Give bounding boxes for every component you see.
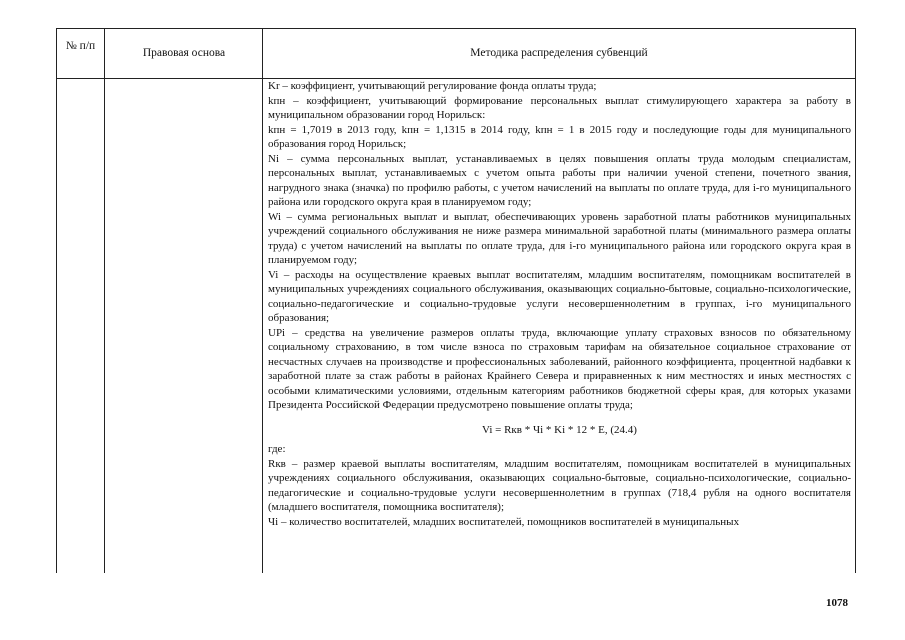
number-cell <box>57 78 104 573</box>
header-number: № п/п <box>65 40 96 52</box>
paragraph-wi: Wi – сумма региональных выплат и выплат, обеспечивающих уровень заработной платы работников муниципальных учреждений социального обслуживания не ниже размера минимальной заработной платы (минимального размера оплаты труда) с учетом начислений на выплаты по оплате труда, для i-го муниципального района или городского округа края в планируемом году; <box>268 210 851 266</box>
paragraph-kpn-values: kпн = 1,7019 в 2013 году, kпн = 1,1315 в 2014 году, kпн = 1 в 2015 году и последующие годы для муниципального образования город Норильск; <box>268 123 851 150</box>
table-body-row <box>57 78 855 573</box>
paragraph-upi: UPi – средства на увеличение размеров оплаты труда, включающие уплату страховых взносов по обязательному социальному страхованию, в том числе взноса по страховым тарифам на обязательное социальное страхование от несчастных случаев на производстве и профессиональных заболеваний, районного коэффициента, процентной надбавки к заработной плате за стаж работы в районах Крайнего Севера и приравненных к ним местностях и иных местностях с особыми климатическими условиями, отдельным категориям работников бюджетной сферы края, для которых указами Президента Российской Федерации предусмотрено повышение оплаты труда; <box>268 326 851 411</box>
paragraph-chi: Чi – количество воспитателей, младших воспитателей, помощников воспитателей в муниципальных <box>268 515 740 528</box>
legal-basis-cell <box>104 78 263 573</box>
header-methodology: Методика распределения субвенций <box>262 29 855 95</box>
header-legal-basis: Правовая основа <box>104 29 263 95</box>
formula-24-4: Vi = Rкв * Чi * Ki * 12 * E, (24.4) <box>482 423 637 436</box>
legal-table <box>56 28 856 573</box>
table-header-row <box>57 29 855 79</box>
paragraph-rkv: Rкв – размер краевой выплаты воспитателям, младшим воспитателям, помощникам воспитателей в муниципальных учреждениях социального обслуживания, оказывающих социально-бытовые, социально-психологические, социально-педагогические и социально-трудовые услуги несовершеннолетним в группах (718,4 рубля на одного воспитателя (младшего воспитателя, помощника воспитателя); <box>268 457 851 513</box>
paragraph-vi: Vi – расходы на осуществление краевых выплат воспитателям, младшим воспитателям, помощникам воспитателей в муниципальных учреждениях социального обслуживания, оказывающих социально-бытовые, социально-психологические, социально-педагогические и социально-трудовые услуги несовершеннолетним в группах, i-го муниципального образования; <box>268 268 851 324</box>
page-number: 1078 <box>826 597 848 609</box>
paragraph-kpn: kпн – коэффициент, учитывающий формирование персональных выплат стимулирующего характера за работу в муниципальном образовании город Норильск: <box>268 94 851 121</box>
paragraph-kr: Kr – коэффициент, учитывающий регулирование фонда оплаты труда; <box>268 80 597 92</box>
paragraph-ni: Ni – сумма персональных выплат, устанавливаемых в целях повышения оплаты труда молодым специалистам, персональных выплат, устанавливаемых с учетом опыта работы при наличии ученой степени, почетного звания, нагрудного знака (значка) по профилю работы, с учетом начислений на выплаты по оплате труда, для i-го муниципального района или городского округа края в планируемом году; <box>268 152 851 208</box>
paragraph-where: где: <box>268 443 286 455</box>
methodology-cell <box>262 78 855 573</box>
